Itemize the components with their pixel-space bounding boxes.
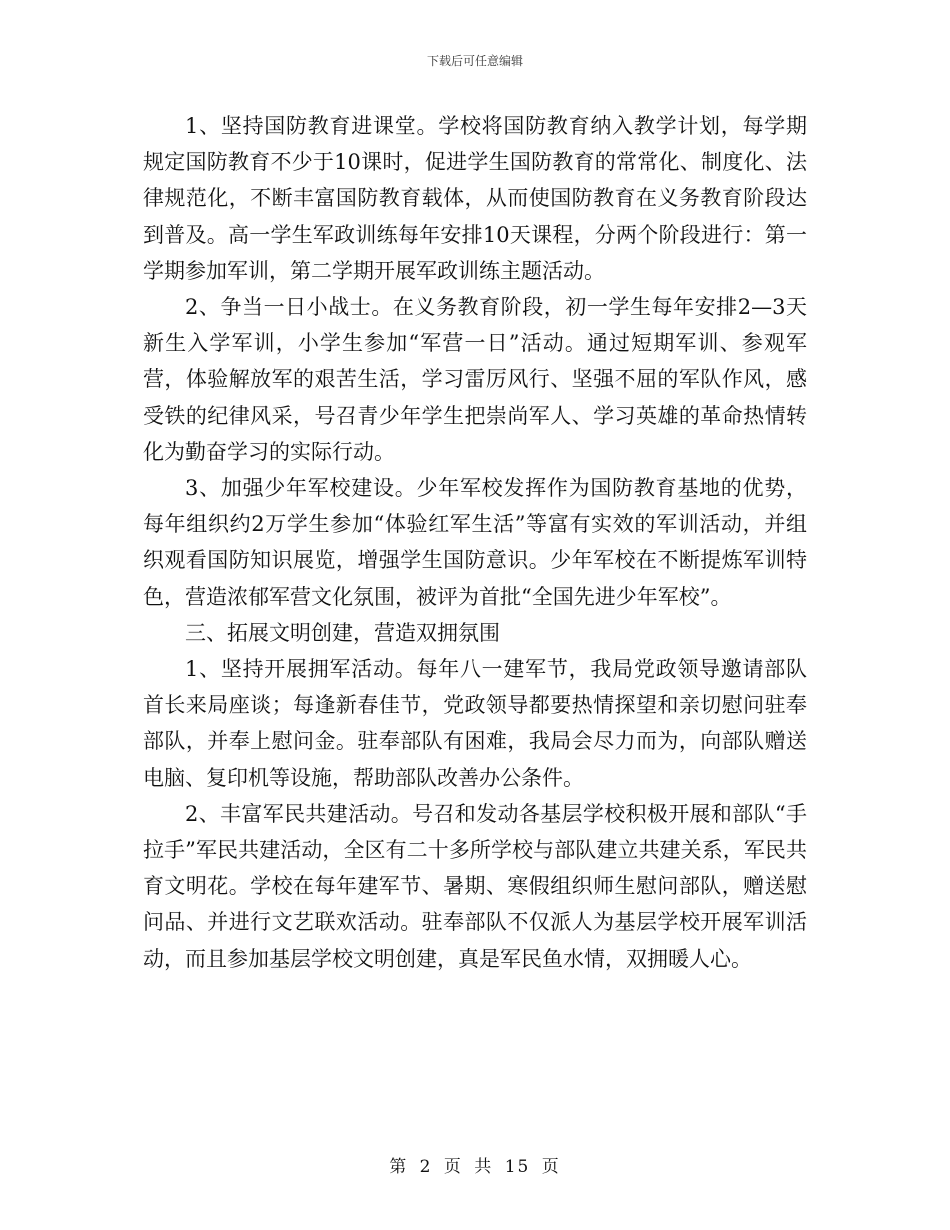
paragraph-support-army-activities: 1、坚持开展拥军活动。每年八一建军节，我局党政领导邀请部队首长来局座谈；每逢新春佳节，党政领导都要热情探望和亲切慰问驻奉部队，并奉上慰问金。驻奉部队有困难，我局会尽力而为，向部队赠送电脑、复印机等设施，帮助部队改善办公条件。 (143, 657, 807, 790)
section-heading: 三、拓展文明创建，营造双拥氛围 (185, 620, 500, 645)
document-body (143, 108, 807, 977)
page-number-footer: 第 2 页 共 15 页 (389, 1157, 561, 1177)
paragraph-little-soldier-day: 2、争当一日小战士。在义务教育阶段，初一学生每年安排2—3天新生入学军训，小学生参加“军营一日”活动。通过短期军训、参观军营，体验解放军的艰苦生活，学习雷厉风行、坚强不屈的军队作风，感受铁的纪律风采，号召青少年学生把崇尚军人、学习英雄的革命热情转化为勤奋学习的实际行动。 (143, 295, 807, 464)
header-note: 下载后可任意编辑 (426, 54, 523, 68)
paragraph-military-civilian-building: 2、丰富军民共建活动。号召和发动各基层学校积极开展和部队“手拉手”军民共建活动，全区有二十多所学校与部队建立共建关系，军民共育文明花。学校在每年建军节、暑期、寒假组织师生慰问部队，赠送慰问品、并进行文艺联欢活动。驻奉部队不仅派人为基层学校开展军训活动，而且参加基层学校文明创建，真是军民鱼水情，双拥暖人心。 (143, 801, 807, 971)
paragraph-national-defense-classroom: 1、坚持国防教育进课堂。学校将国防教育纳入教学计划，每学期规定国防教育不少于10课时，促进学生国防教育的常常化、制度化、法律规范化，不断丰富国防教育载体，从而使国防教育在义务教育阶段达到普及。高一学生军政训练每年安排10天课程，分两个阶段进行：第一学期参加军训，第二学期开展军政训练主题活动。 (143, 114, 807, 283)
paragraph-youth-military-school: 3、加强少年军校建设。少年军校发挥作为国防教育基地的优势，每年组织约2万学生参加“体验红军生活”等富有实效的军训活动，并组织观看国防知识展览，增强学生国防意识。少年军校在不断提炼军训特色，营造浓郁军营文化氛围，被评为首批“全国先进少年军校”。 (143, 476, 807, 609)
